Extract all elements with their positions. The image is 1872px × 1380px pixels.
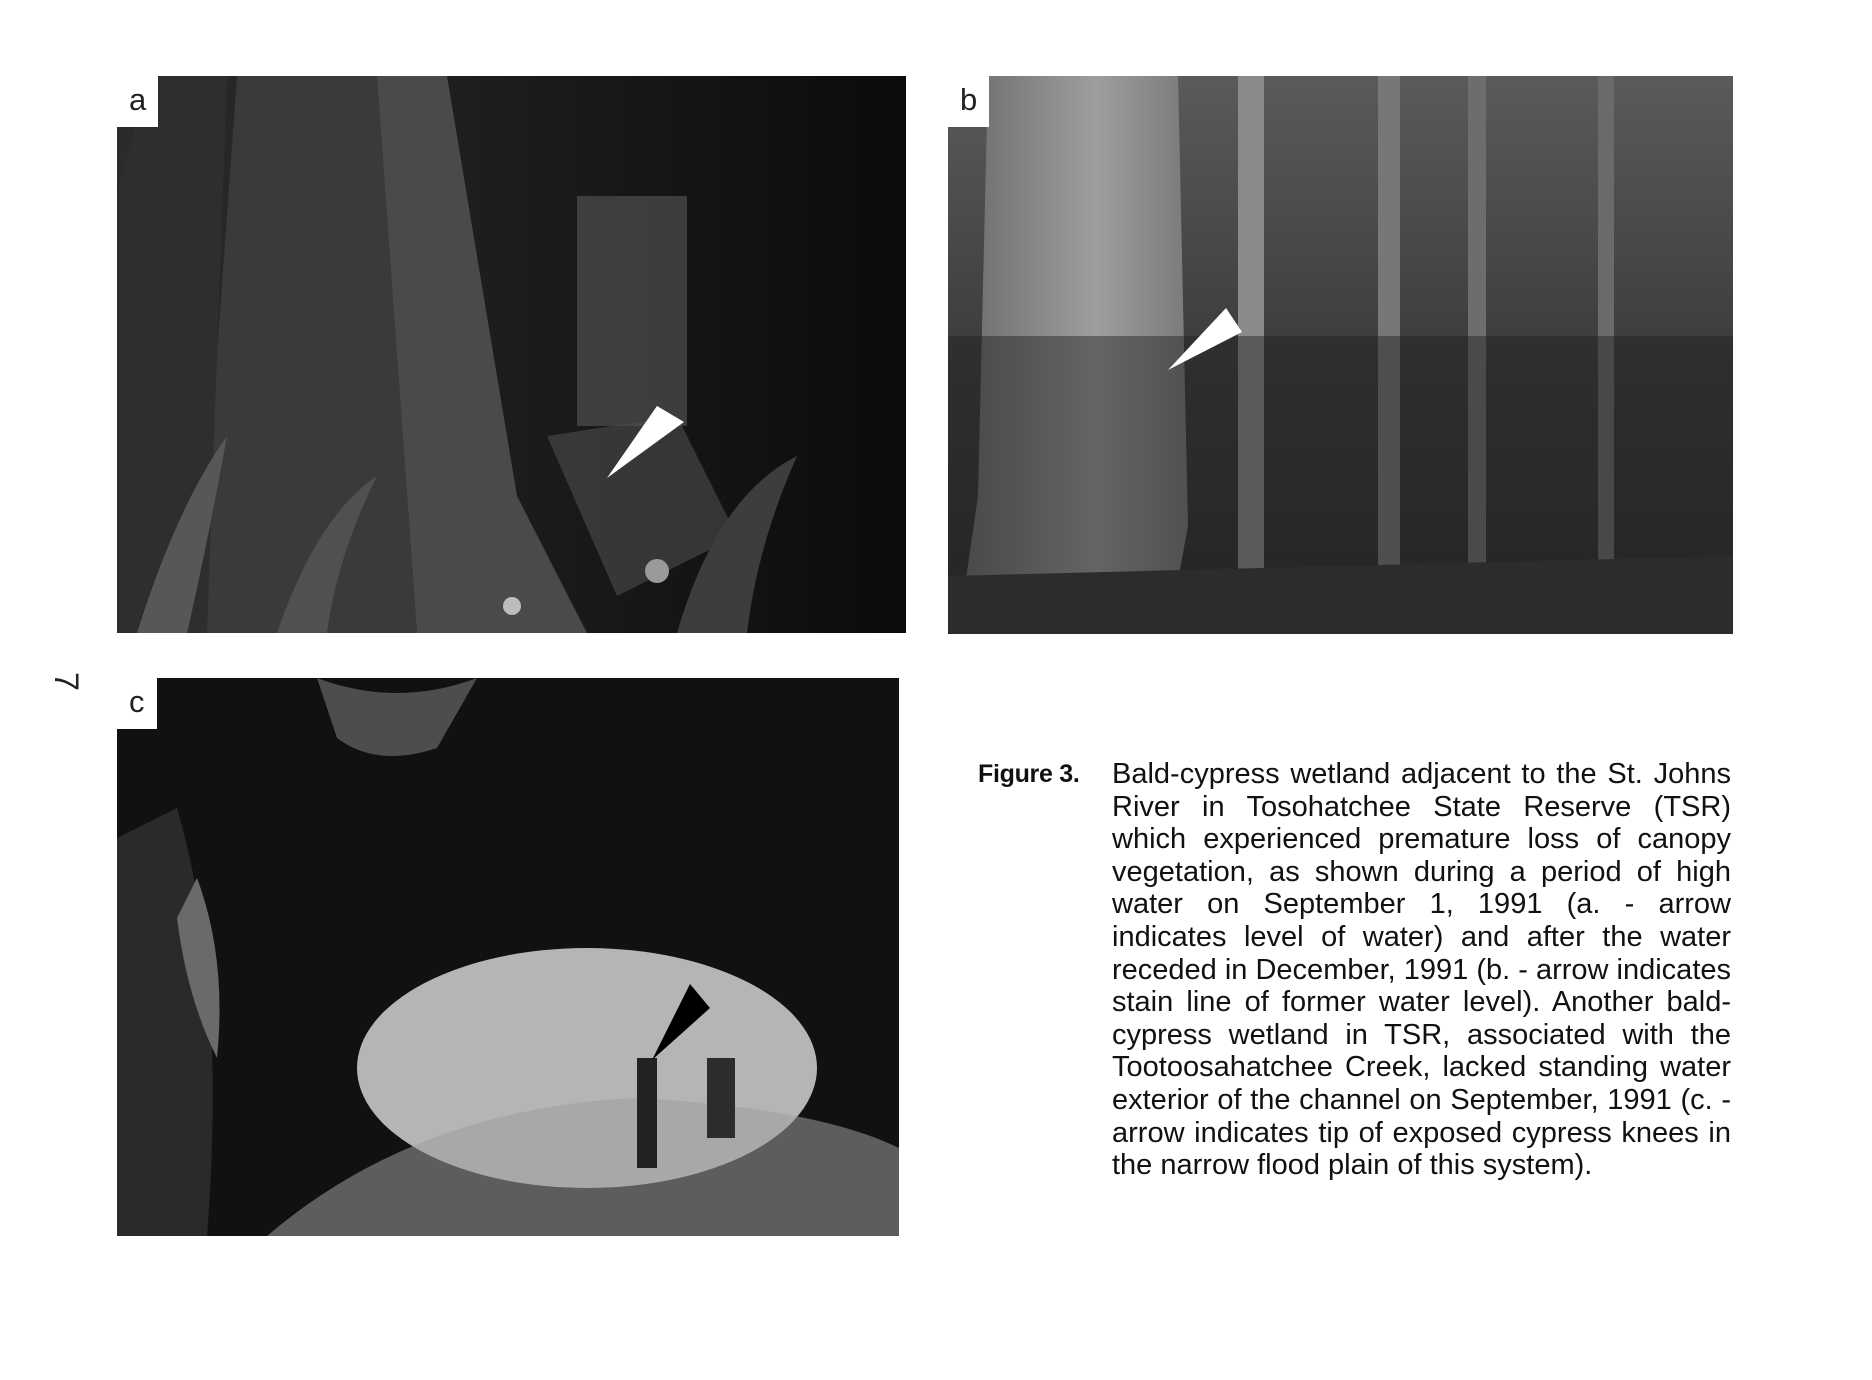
panel-label-a: a bbox=[117, 76, 158, 127]
photo-b-image bbox=[948, 76, 1733, 634]
photo-a-image bbox=[117, 76, 906, 633]
panel-label-c: c bbox=[117, 678, 157, 729]
figure-caption bbox=[978, 758, 1731, 1182]
photo-panel-a bbox=[117, 76, 906, 633]
photo-panel-b bbox=[948, 76, 1733, 634]
page-number: 7 bbox=[46, 672, 85, 691]
panel-label-b: b bbox=[948, 76, 989, 127]
figure-caption-text: Bald-cypress wetland adjacent to the St. Johns River in Tosohatchee State Reserve (TSR) which experienced premature loss of canopy vegetation, as shown during a period of high water on September 1, 1991 (a. - arrow indicates level of water) and after the water receded in December, 1991 (b. - arrow indicates stain line of former water level). Another bald-cypress wetland in TSR, associated with the Tootoosahatchee Creek, lacked standing water exterior of the channel on September, 1991 (c. - arrow indicates tip of exposed cypress knees in the narrow flood plain of this system). bbox=[1112, 758, 1731, 1182]
figure-caption-label: Figure 3. bbox=[978, 760, 1080, 788]
photo-c-image bbox=[117, 678, 899, 1236]
photo-panel-c bbox=[117, 678, 899, 1236]
